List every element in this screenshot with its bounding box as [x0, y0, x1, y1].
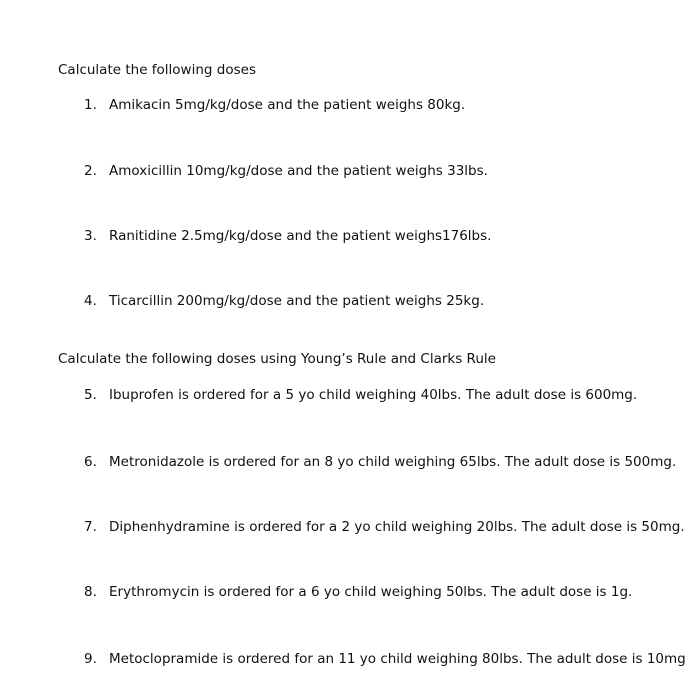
list-item-number: 3. — [84, 228, 97, 244]
list-item-text: Amikacin 5mg/kg/dose and the patient weighs 80kg. — [109, 97, 466, 113]
list-item-5 — [84, 386, 637, 404]
list-item-number: 9. — [84, 651, 97, 667]
list-item-text: Erythromycin is ordered for a 6 yo child weighing 50lbs. The adult dose is 1g. — [109, 584, 633, 600]
list-item-text: Amoxicillin 10mg/kg/dose and the patient weighs 33lbs. — [109, 163, 488, 179]
list-item-2 — [84, 162, 488, 180]
list-item-text: Metronidazole is ordered for an 8 yo child weighing 65lbs. The adult dose is 500mg. — [109, 454, 677, 470]
list-item-9 — [84, 650, 686, 668]
list-item-number: 6. — [84, 454, 97, 470]
section-1-heading: Calculate the following doses — [58, 62, 256, 78]
list-item-text: Diphenhydramine is ordered for a 2 yo child weighing 20lbs. The adult dose is 50mg. — [109, 519, 685, 535]
list-item-number: 7. — [84, 519, 97, 535]
list-item-text: Metoclopramide is ordered for an 11 yo child weighing 80lbs. The adult dose is 10mg — [109, 651, 686, 667]
list-item-1 — [84, 96, 465, 114]
section-2-heading: Calculate the following doses using Young’s Rule and Clarks Rule — [58, 351, 496, 367]
list-item-number: 4. — [84, 293, 97, 309]
list-item-text: Ibuprofen is ordered for a 5 yo child weighing 40lbs. The adult dose is 600mg. — [109, 387, 638, 403]
list-item-number: 5. — [84, 387, 97, 403]
list-item-6 — [84, 453, 676, 471]
list-item-text: Ticarcillin 200mg/kg/dose and the patient weighs 25kg. — [109, 293, 485, 309]
list-item-text: Ranitidine 2.5mg/kg/dose and the patient weighs176lbs. — [109, 228, 492, 244]
list-item-number: 8. — [84, 584, 97, 600]
list-item-7 — [84, 518, 685, 536]
list-item-8 — [84, 583, 632, 601]
list-item-4 — [84, 292, 484, 310]
list-item-number: 2. — [84, 163, 97, 179]
list-item-number: 1. — [84, 97, 97, 113]
list-item-3 — [84, 227, 491, 245]
